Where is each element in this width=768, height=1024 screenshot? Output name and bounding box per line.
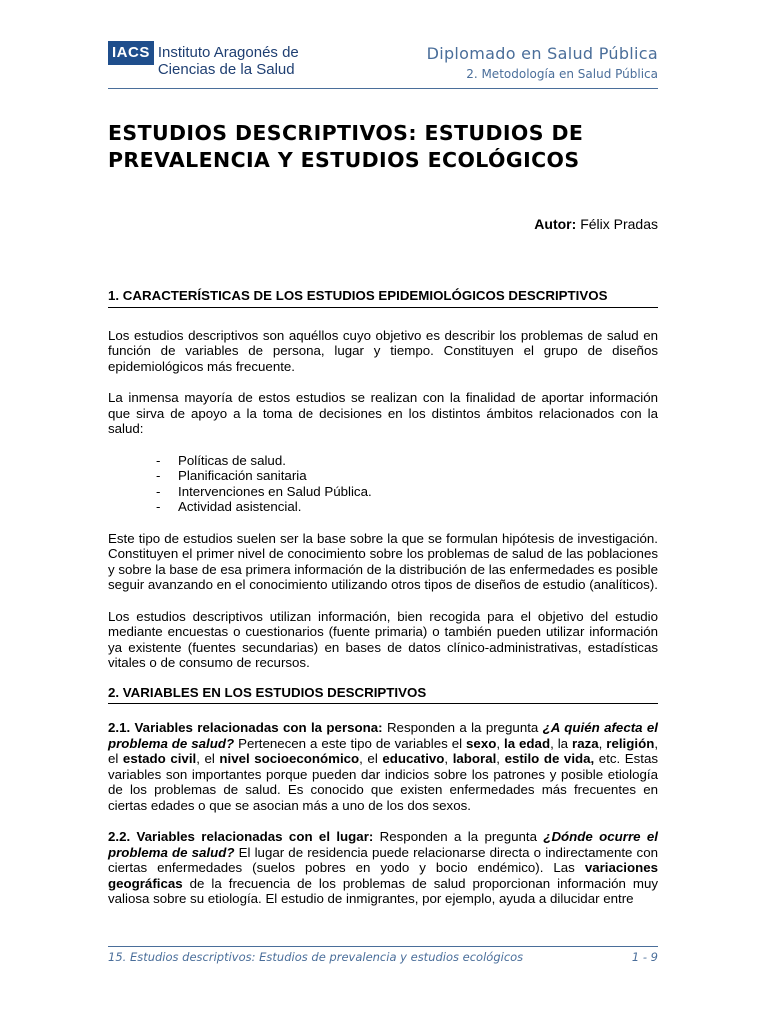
- document-title: [108, 120, 668, 174]
- subsection-2-2: 2.2. Variables relacionadas con el lugar: Responden a la pregunta ¿Dónde ocurre el problema de salud? El lugar de residencia puede relacionarse directa o indirectamente con ciertas enfermedades (suelos pobres en yodo y bocio endémico). Las variaciones geográficas de la frecuencia de los problemas de salud proporcionan información muy valiosa sobre su etiología. El estudio de inmigrantes, por ejemplo, ayuda a dilucidar entre: [108, 829, 658, 906]
- list-item: - Intervenciones en Salud Pública.: [156, 484, 658, 500]
- decision-areas-list: [156, 453, 658, 515]
- author-name: Félix Pradas: [580, 216, 658, 232]
- title-line1: ESTUDIOS DESCRIPTIVOS: ESTUDIOS DE: [108, 121, 584, 145]
- footer-chapter: 15. Estudios descriptivos: Estudios de prevalencia y estudios ecológicos: [108, 950, 524, 964]
- list-item: - Planificación sanitaria: [156, 468, 658, 484]
- subsection-2-1-title: 2.1. Variables relacionadas con la persona:: [108, 720, 383, 735]
- section1-paragraph1: Los estudios descriptivos son aquéllos cuyo objetivo es describir los problemas de salud en función de variables de persona, lugar y tiempo. Constituyen el grupo de diseños epidemiológicos más frecuente.: [108, 327, 658, 374]
- course-subtitle: 2. Metodología en Salud Pública: [466, 67, 658, 81]
- section1-paragraph4: Los estudios descriptivos utilizan información, bien recogida para el objetivo del estudio mediante encuestas o cuestionarios (fuente primaria) o también pueden utilizar información ya existente (fuentes secundarias) en bases de datos clínico-administrativas, estadísticas vitales o de consumo de recursos.: [108, 608, 658, 670]
- list-item: - Actividad asistencial.: [156, 499, 658, 515]
- author-line: [534, 216, 658, 232]
- course-header: [427, 44, 658, 82]
- subsection-2-1: 2.1. Variables relacionadas con la persona: Responden a la pregunta ¿A quién afecta el problema de salud? Pertenecen a este tipo de variables el sexo, la edad, la raza, religión, el estado civil, el nivel socioeconómico, el educativo, laboral, estilo de vida, etc. Estas variables son importantes porque pueden dar indicios sobre los patrones y posible etiología de los problemas de salud. Es conocido que existen enfermedades más frecuentes en ciertas edades o que se asocian más a uno de los dos sexos.: [108, 720, 659, 813]
- page-footer: [108, 950, 658, 964]
- question-who: ¿A quién afecta el problema de salud?: [108, 720, 658, 751]
- footer-divider: [108, 946, 658, 947]
- section1-paragraph2: La inmensa mayoría de estos estudios se realizan con la finalidad de aportar información que sirva de apoyo a la toma de decisiones en los distintos ámbitos relacionados con la salud:: [108, 390, 658, 436]
- logo-text: [158, 44, 299, 78]
- title-line2: PREVALENCIA Y ESTUDIOS ECOLÓGICOS: [108, 148, 580, 172]
- logo-badge: IACS: [108, 41, 154, 65]
- logo-line1: Instituto Aragonés de: [157, 44, 299, 61]
- iacs-logo: [108, 44, 299, 78]
- list-item: - Políticas de salud.: [156, 453, 658, 469]
- section1-paragraph3: Este tipo de estudios suelen ser la base sobre la que se formulan hipótesis de investigación. Constituyen el primer nivel de conocimiento sobre los problemas de salud de las poblaciones y sobre la base de esa primera información de la distribución de las enfermedades es posible seguir avanzando en el conocimiento utilizando otros tipos de diseños de estudio (analíticos).: [108, 530, 658, 592]
- section1-heading: 1. CARACTERÍSTICAS DE LOS ESTUDIOS EPIDEMIOLÓGICOS DESCRIPTIVOS: [108, 288, 658, 308]
- logo-line2: Ciencias de la Salud: [157, 61, 295, 78]
- document-body: [108, 288, 658, 907]
- question-where: ¿Dónde ocurre el problema de salud?: [108, 829, 658, 860]
- header-divider: [108, 88, 658, 89]
- page-number: 1 - 9: [631, 950, 658, 964]
- author-label: Autor:: [534, 216, 577, 232]
- subsection-2-2-title: 2.2. Variables relacionadas con el lugar:: [108, 829, 374, 844]
- section2-heading: 2. VARIABLES EN LOS ESTUDIOS DESCRIPTIVOS: [108, 685, 658, 705]
- course-title: Diplomado en Salud Pública: [426, 44, 658, 63]
